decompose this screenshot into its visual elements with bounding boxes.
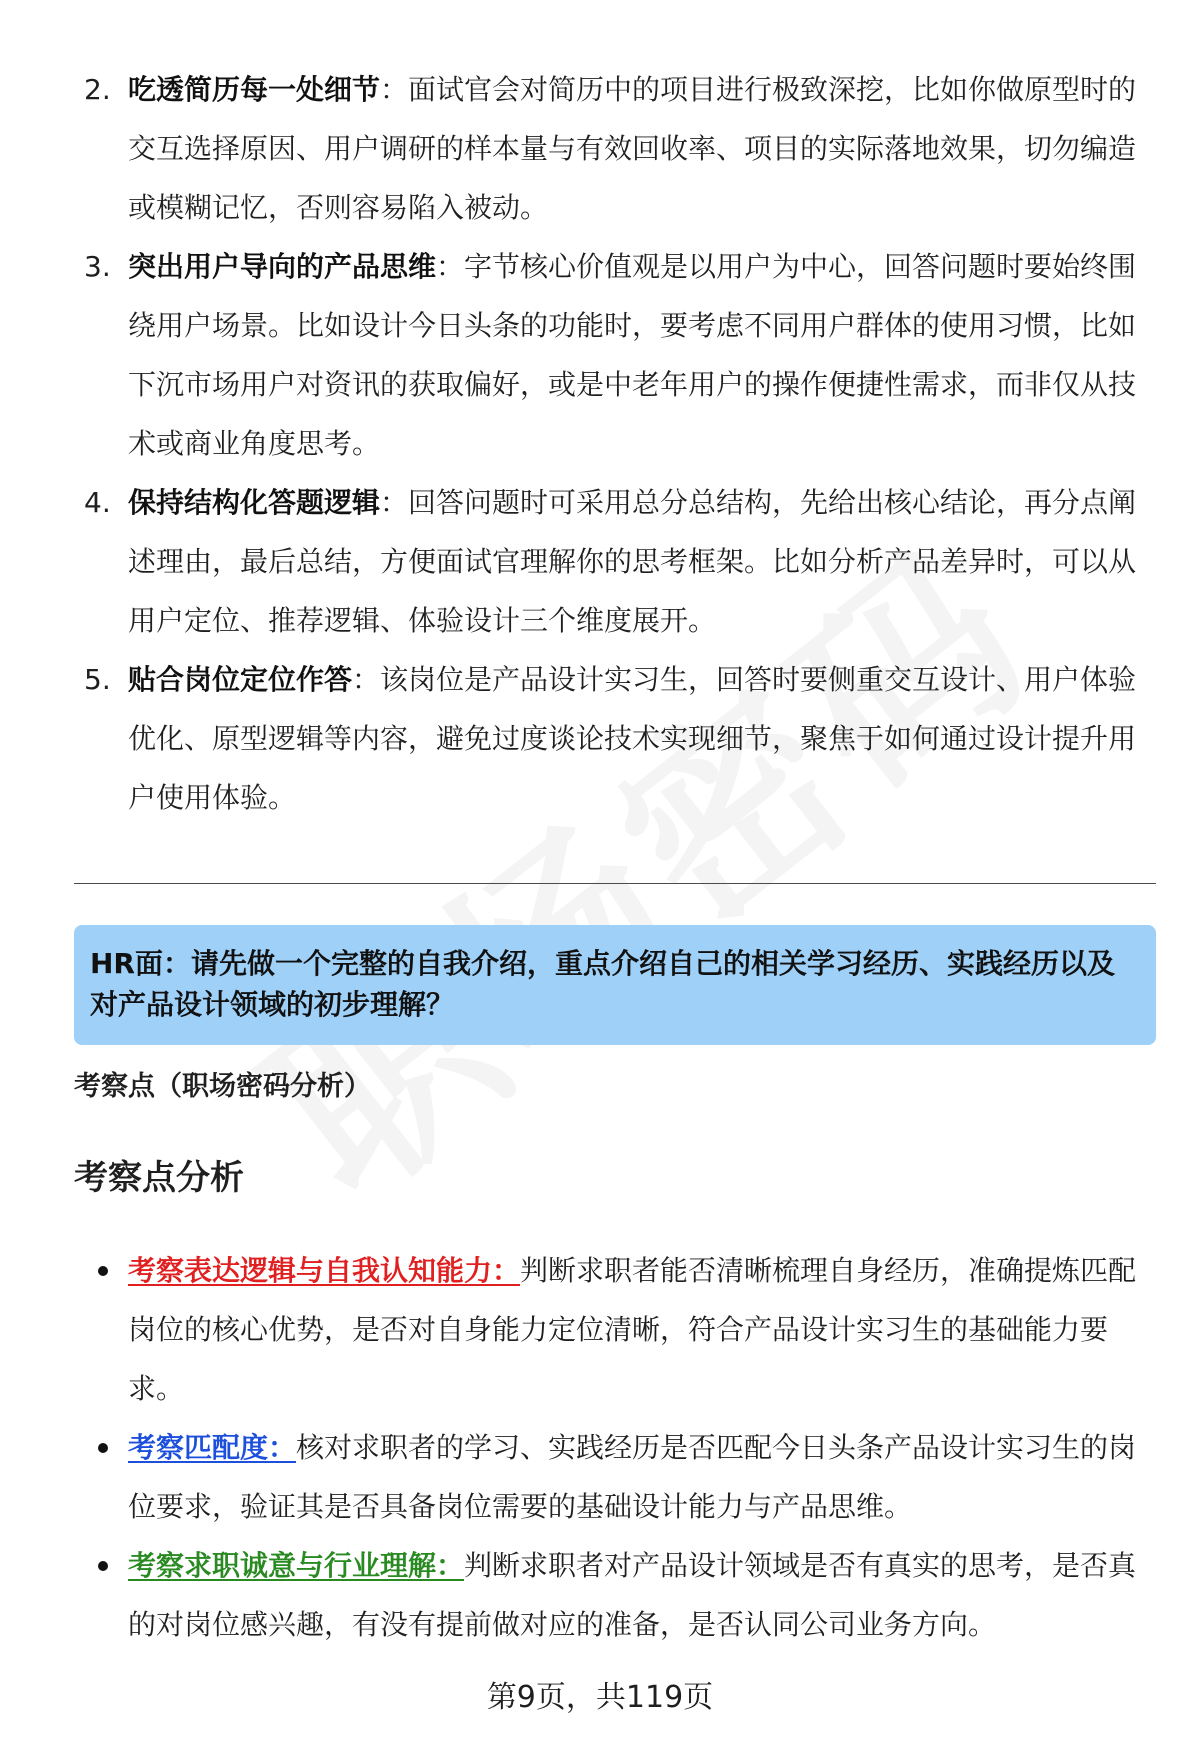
item-number: 2. [84, 73, 111, 106]
bullet-label: 考察求职诚意与行业理解： [128, 1549, 465, 1582]
item-title: 突出用户导向的产品思维 [128, 250, 437, 283]
list-item [84, 237, 1144, 473]
item-text: ：字节核心价值观是以用户为中心，回答问题时要始终围绕用户场景。比如设计今日头条的功能时，要考虑不同用户群体的使用习惯，比如下沉市场用户对资讯的获取偏好，或是中老年用户的操作便捷性需求，而非仅从技术或商业角度思考。 [128, 250, 1137, 460]
numbered-list [84, 60, 1144, 827]
bullet-icon [98, 1561, 108, 1571]
list-item [84, 473, 1144, 650]
bullet-icon [98, 1266, 108, 1276]
item-number: 3. [84, 250, 111, 283]
list-item [84, 650, 1144, 827]
item-number: 5. [84, 663, 111, 696]
bullet-item [84, 1418, 1144, 1536]
item-title: 保持结构化答题逻辑 [128, 486, 381, 519]
section-heading: 考察点分析 [74, 1158, 244, 1198]
analysis-subtitle: 考察点（职场密码分析） [74, 1071, 371, 1102]
question-callout [74, 925, 1156, 1045]
bullet-item [84, 1241, 1144, 1418]
bullet-item [84, 1536, 1144, 1654]
bullet-text: 判断求职者能否清晰梳理自身经历，准确提炼匹配岗位的核心优势，是否对自身能力定位清晰，符合产品设计实习生的基础能力要求。 [128, 1254, 1137, 1405]
item-text: ：面试官会对简历中的项目进行极致深挖，比如你做原型时的交互选择原因、用户调研的样本量与有效回收率、项目的实际落地效果，切勿编造或模糊记忆，否则容易陷入被动。 [128, 73, 1137, 224]
section-divider [74, 883, 1156, 884]
question-text: HR面：请先做一个完整的自我介绍，重点介绍自己的相关学习经历、实践经历以及对产品设计领域的初步理解？ [90, 947, 1115, 1021]
bullet-text: 核对求职者的学习、实践经历是否匹配今日头条产品设计实习生的岗位要求，验证其是否具备岗位需要的基础设计能力与产品思维。 [128, 1431, 1137, 1523]
bullet-label: 考察匹配度： [128, 1431, 297, 1464]
bullet-label: 考察表达逻辑与自我认知能力： [128, 1254, 521, 1287]
item-text: ：该岗位是产品设计实习生，回答时要侧重交互设计、用户体验优化、原型逻辑等内容，避免过度谈论技术实现细节，聚焦于如何通过设计提升用户使用体验。 [128, 663, 1137, 814]
page-footer: 第9页，共119页 [486, 1680, 714, 1715]
bullet-text: 判断求职者对产品设计领域是否有真实的思考，是否真的对岗位感兴趣，有没有提前做对应的准备，是否认同公司业务方向。 [128, 1549, 1137, 1641]
list-item [84, 60, 1144, 237]
bullet-icon [98, 1443, 108, 1453]
bullet-list [84, 1241, 1144, 1654]
item-title: 贴合岗位定位作答 [128, 663, 353, 696]
item-number: 4. [84, 486, 111, 519]
item-title: 吃透简历每一处细节 [128, 73, 381, 106]
item-text: ：回答问题时可采用总分总结构，先给出核心结论，再分点阐述理由，最后总结，方便面试官理解你的思考框架。比如分析产品差异时，可以从用户定位、推荐逻辑、体验设计三个维度展开。 [128, 486, 1137, 637]
